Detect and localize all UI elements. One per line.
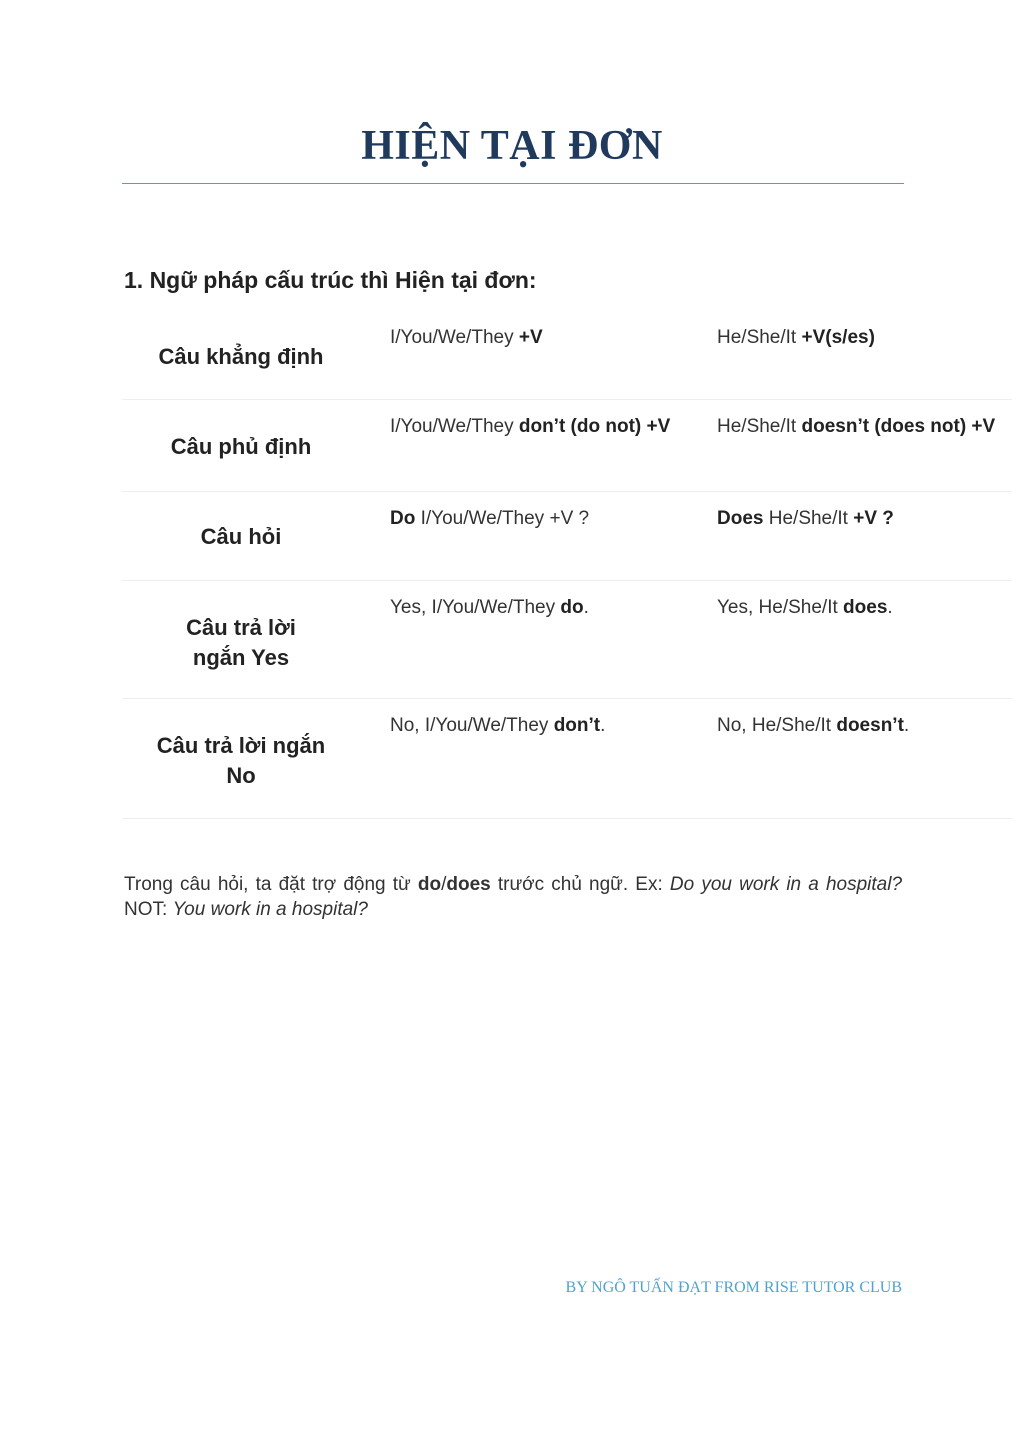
period: . — [887, 597, 893, 618]
cell-short-yes-singular — [717, 596, 1012, 620]
subject-text: I/You/We/They — [390, 327, 514, 348]
grammar-note — [124, 872, 902, 922]
note-intro: Trong câu hỏi, ta đặt trợ động từ — [124, 874, 411, 895]
cell-question-singular — [717, 507, 1012, 531]
grammar-table — [122, 318, 1012, 819]
verb-form: don’t (do not) +V — [518, 416, 671, 437]
cell-question-plural — [390, 507, 680, 531]
document-title: HIỆN TẠI ĐƠN — [361, 123, 663, 169]
cell-affirmative-plural — [390, 326, 680, 350]
verb-form: +V ? — [549, 508, 590, 529]
subject-text: He/She/It — [717, 327, 797, 348]
table-row-affirmative — [122, 318, 1012, 400]
verb-form: +V ? — [853, 508, 894, 529]
verb-form: +V — [518, 327, 543, 348]
table-row-short-yes — [122, 581, 1012, 699]
label-line: Câu trả lời — [186, 615, 296, 640]
note-middle: trước chủ ngữ. Ex: — [497, 874, 663, 895]
not-label: NOT: — [124, 899, 168, 920]
label-line: No — [226, 763, 256, 788]
slash: / — [441, 874, 447, 895]
aux-verb: do — [560, 597, 584, 618]
row-label-negative: Câu phủ định — [170, 434, 312, 459]
aux-verb: don’t — [553, 715, 601, 736]
answer-prefix: No, I/You/We/They — [390, 715, 549, 736]
subject-text: He/She/It — [768, 508, 848, 529]
footer-credit: BY NGÔ TUẤN ĐẠT FROM RISE TUTOR CLUB — [565, 1279, 902, 1296]
verb-form: +V(s/es) — [801, 327, 875, 348]
answer-prefix: Yes, He/She/It — [717, 597, 838, 618]
period: . — [903, 715, 910, 736]
row-label-short-no — [122, 731, 360, 791]
example-wrong: You work in a hospital? — [172, 899, 368, 920]
cell-negative-singular — [717, 415, 1012, 439]
aux-verb: does — [843, 597, 888, 618]
aux-verb: Does — [717, 508, 764, 529]
note-aux-does: does — [446, 874, 491, 895]
answer-prefix: No, He/She/It — [717, 715, 832, 736]
period: . — [583, 597, 589, 618]
period: . — [600, 715, 606, 736]
subject-text: He/She/It — [717, 416, 797, 437]
aux-verb: Do — [390, 508, 416, 529]
label-line: ngắn Yes — [192, 645, 290, 670]
cell-negative-plural — [390, 415, 680, 439]
label-line: Câu trả lời ngắn — [156, 733, 326, 758]
cell-affirmative-singular — [717, 326, 1012, 350]
section-heading: 1. Ngữ pháp cấu trúc thì Hiện tại đơn: — [124, 267, 537, 293]
note-aux-do: do — [417, 874, 442, 895]
table-row-question — [122, 492, 1012, 581]
cell-short-no-plural — [390, 714, 680, 738]
title-divider — [122, 183, 904, 184]
cell-short-no-singular — [717, 714, 1012, 738]
row-label-short-yes — [122, 613, 360, 673]
answer-prefix: Yes, I/You/We/They — [390, 597, 556, 618]
table-row-short-no — [122, 699, 1012, 819]
table-row-negative — [122, 400, 1012, 492]
cell-short-yes-plural — [390, 596, 680, 620]
subject-text: I/You/We/They — [420, 508, 545, 529]
aux-verb: doesn’t — [836, 715, 904, 736]
subject-text: I/You/We/They — [390, 416, 514, 437]
row-label-question: Câu hỏi — [200, 524, 282, 549]
row-label-affirmative: Câu khẳng định — [158, 344, 324, 369]
verb-form: doesn’t (does not) +V — [801, 416, 996, 437]
example-correct: Do you work in a hospital? — [669, 874, 903, 895]
